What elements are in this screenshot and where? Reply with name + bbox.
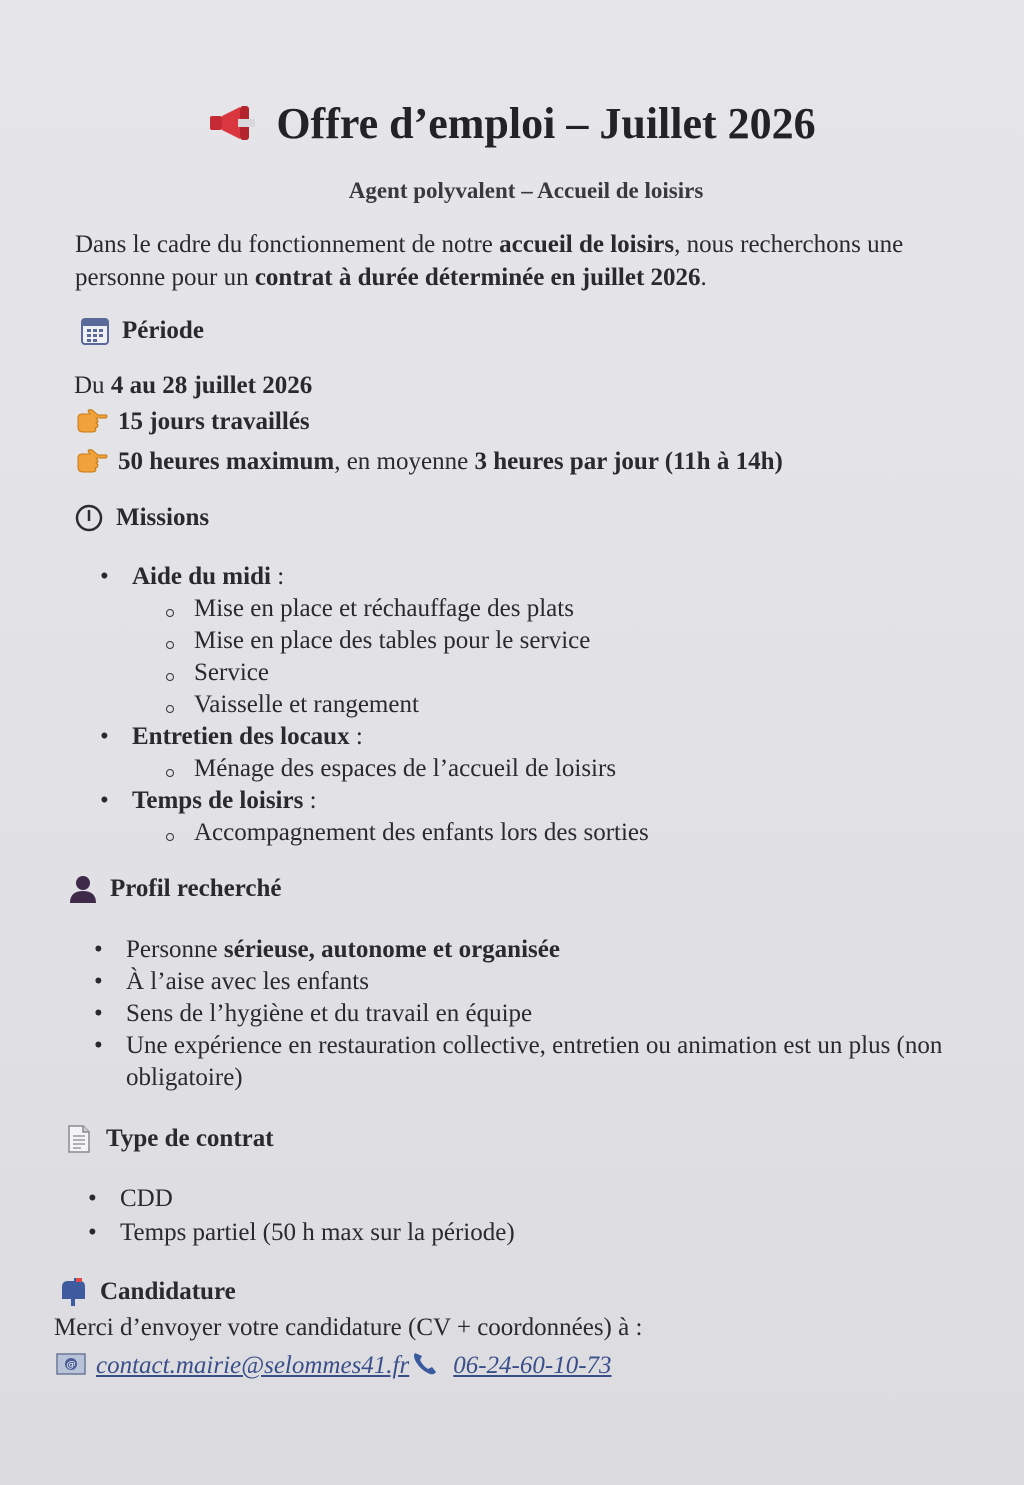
section-heading: Candidature — [100, 1278, 236, 1305]
alarm-clock-icon — [74, 503, 104, 533]
hours-info: 50 heures maximum, en moyenne 3 heures par jour (11h à 14h) — [76, 448, 783, 476]
contact-line — [56, 1350, 612, 1383]
section-periode — [80, 316, 204, 346]
list-item: Accompagnement des enfants lors des sorties — [162, 817, 649, 849]
email-link[interactable]: contact.mairie@selommes41.fr — [96, 1352, 410, 1379]
page-subtitle: Agent polyvalent – Accueil de loisirs — [348, 178, 704, 203]
document-icon — [64, 1124, 94, 1154]
bust-silhouette-icon — [68, 874, 98, 904]
intro-paragraph: Dans le cadre du fonctionnement de notre accueil de loisirs, nous recherchons une personne pour un contrat à durée déterminée en juillet 2026. — [75, 231, 904, 291]
list-item: Mise en place des tables pour le service — [162, 625, 649, 657]
section-missions — [74, 503, 209, 533]
profile-list — [94, 934, 944, 1094]
telephone-icon — [411, 1350, 439, 1383]
list-item: Service — [162, 657, 649, 689]
page-title-row — [0, 98, 1024, 153]
sub-list — [132, 753, 649, 785]
list-item: • À l’aise avec les enfants — [94, 966, 944, 998]
section-heading: Type de contrat — [106, 1125, 274, 1152]
list-item: • Aide du midi : Mise en place et réchauffage des plats Mise en place des tables pour le service Service Vaisselle et rangement — [100, 561, 649, 721]
mailbox-icon — [58, 1277, 88, 1307]
list-item: • Personne sérieuse, autonome et organisée — [94, 934, 944, 966]
period-dates: Du 4 au 28 juillet 2026 — [74, 372, 313, 399]
svg-text:@: @ — [66, 1360, 76, 1370]
list-item: • CDD — [88, 1182, 515, 1216]
section-profil — [68, 874, 281, 904]
application-instructions: Merci d’envoyer votre candidature (CV + coordonnées) à : — [54, 1314, 643, 1341]
page-title: Offre d’emploi – Juillet 2026 — [276, 99, 816, 148]
list-item: • Sens de l’hygiène et du travail en équipe — [94, 998, 944, 1030]
list-item: • Temps partiel (50 h max sur la période) — [88, 1216, 515, 1250]
section-heading: Missions — [116, 504, 210, 531]
calendar-icon — [80, 316, 110, 346]
section-heading: Profil recherché — [110, 875, 282, 902]
sub-list — [132, 817, 649, 849]
pointing-hand-icon — [76, 409, 108, 433]
megaphone-icon — [208, 102, 258, 153]
pointing-hand-icon — [76, 449, 108, 473]
sub-list — [132, 593, 649, 721]
email-icon — [56, 1353, 86, 1382]
contract-list — [88, 1182, 515, 1250]
list-item: • Une expérience en restauration collective, entretien ou animation est un plus (non obligatoire) — [94, 1030, 944, 1094]
list-item: Mise en place et réchauffage des plats — [162, 593, 649, 625]
list-item: Vaisselle et rangement — [162, 689, 649, 721]
list-item: • Temps de loisirs : Accompagnement des enfants lors des sorties — [100, 785, 649, 849]
worked-days: 15 jours travaillés — [76, 408, 310, 436]
section-heading: Période — [122, 317, 204, 344]
section-candidature — [58, 1277, 236, 1307]
missions-list — [100, 561, 649, 849]
section-contrat — [64, 1124, 274, 1154]
phone-number[interactable]: 06-24-60-10-73 — [453, 1352, 612, 1379]
list-item: • Entretien des locaux : Ménage des espaces de l’accueil de loisirs — [100, 721, 649, 785]
list-item: Ménage des espaces de l’accueil de loisirs — [162, 753, 649, 785]
